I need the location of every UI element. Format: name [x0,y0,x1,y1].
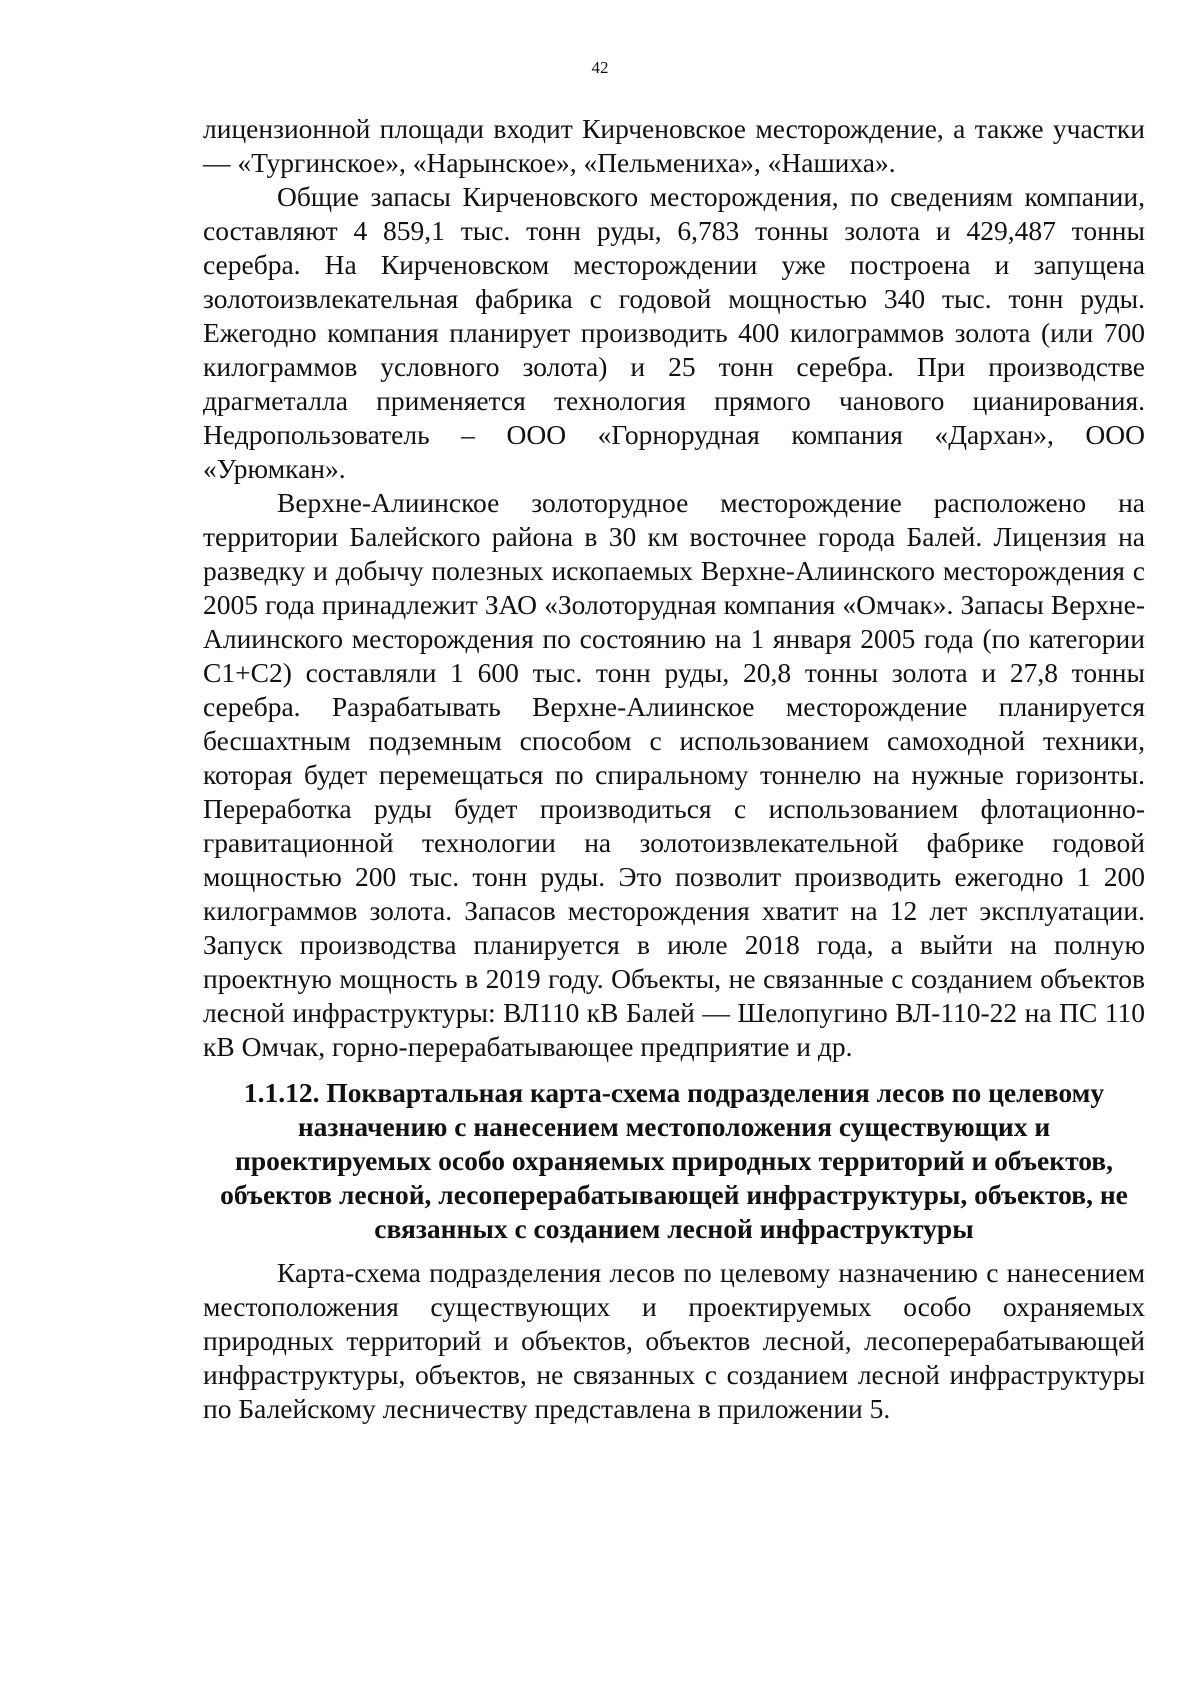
section-heading: 1.1.12. Поквартальная карта-схема подразделения лесов по целевому назначению с нанесением местоположения существующих и проектируемых особо охраняемых природных территорий и объектов, объектов лесной, лесоперерабатывающей инфраструктуры, объектов, не связанных с созданием лесной инфраструктуры [220,1077,1128,1244]
page-content [203,112,1145,1426]
paragraph-kirchenovskoe-reserves: Общие запасы Кирченовского месторождения, по сведениям компании, составляют 4 859,1 тыс. тонн руды, 6,783 тонны золота и 429,487 тонны серебра. На Кирченовском месторождении уже построена и запущена золотоизвлекательная фабрика с годовой мощностью 340 тыс. тонн руды. Ежегодно компания планирует производить 400 килограммов золота (или 700 килограммов условного золота) и 25 тонн серебра. При производстве драгметалла применяется технология прямого чанового цианирования. Недропользователь – ООО «Горнорудная компания «Дархан», ООО «Урюмкан». [203,181,1145,484]
page-number: 42 [591,58,609,77]
paragraph-verkhne-aliinskoe-deposit: Верхне-Алиинское золоторудное месторождение расположено на территории Балейского района в 30 км восточнее города Балей. Лицензия на разведку и добычу полезных ископаемых Верхне-Алиинского месторождения с 2005 года принадлежит ЗАО «Золоторудная компания «Омчак». Запасы Верхне-Алиинского месторождения по состоянию на 1 января 2005 года (по категории С1+С2) составляли 1 600 тыс. тонн руды, 20,8 тонны золота и 27,8 тонны серебра. Разрабатывать Верхне-Алиинское месторождение планируется бесшахтным подземным способом с использованием самоходной техники, которая будет перемещаться по спиральному тоннелю на нужные горизонты. Переработка руды будет производиться с использованием флотационно-гравитационной технологии на золотоизвлекательной фабрике годовой мощностью 200 тыс. тонн руды. Это позволит производить ежегодно 1 200 килограммов золота. Запасов месторождения хватит на 12 лет эксплуатации. Запуск производства планируется в июле 2018 года, а выйти на полную проектную мощность в 2019 году. Объекты, не связанные с созданием объектов лесной инфраструктуры: ВЛ110 кВ Балей — Шелопугино ВЛ-110-22 на ПС 110 кВ Омчак, горно-перерабатывающее предприятие и др. [203,487,1145,1062]
paragraph-continuation: лицензионной площади входит Кирченовское месторождение, а также участки — «Тургинское», «Нарынское», «Пельмениха», «Нашиха». [203,113,1145,178]
paragraph-map-scheme: Карта-схема подразделения лесов по целевому назначению с нанесением местоположения существующих и проектируемых особо охраняемых природных территорий и объектов, объектов лесной, лесоперерабатывающей инфраструктуры, объектов, не связанных с созданием лесной инфраструктуры по Балейскому лесничеству представлена в приложении 5. [203,1257,1145,1424]
